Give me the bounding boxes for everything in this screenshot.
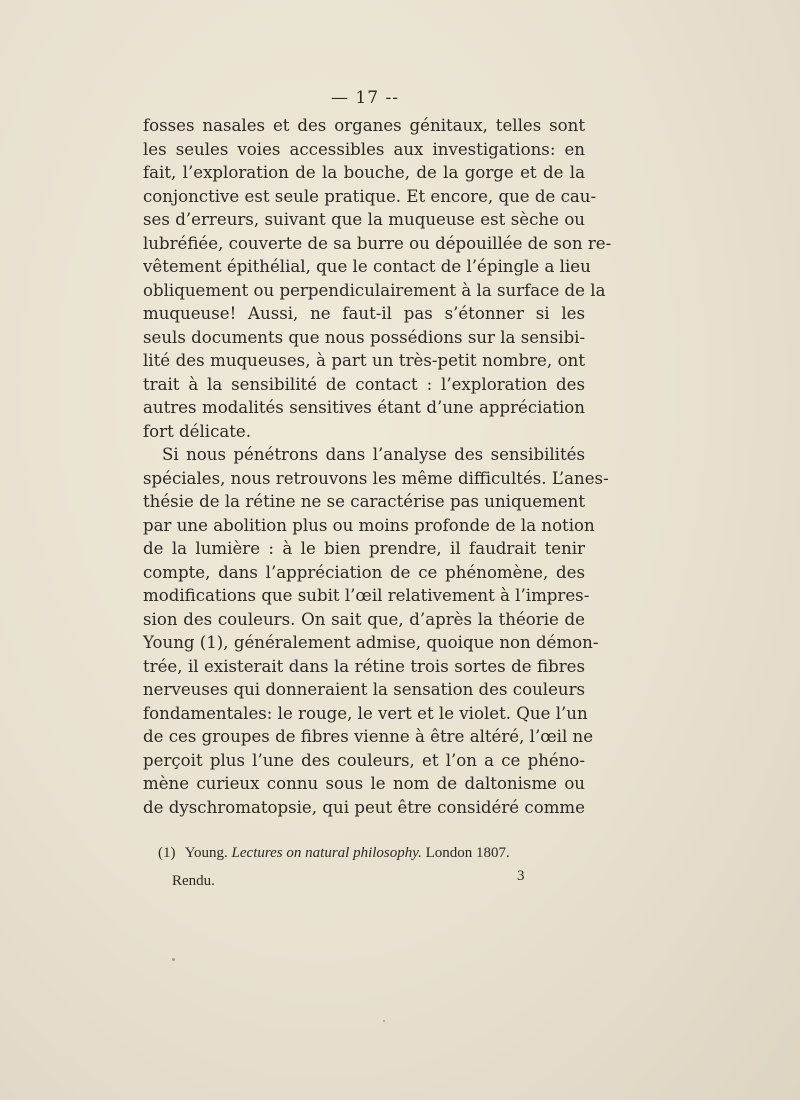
text-line: lité des muqueuses, à part un très-petit nombre, ont: [143, 351, 585, 370]
footnote-mark: (1): [158, 845, 176, 861]
footnote-title: Lectures on natural philosophy.: [231, 845, 422, 861]
text-line: seuls documents que nous possédions sur la sensibi-: [143, 327, 586, 347]
text-line: trée, il existerait dans la rétine trois sortes de fibres: [143, 656, 585, 676]
paper-speck: [383, 1020, 385, 1022]
text-line: fort délicate.: [143, 421, 252, 441]
text-line: conjonctive est seule pratique. Et encore, que de cau-: [143, 186, 597, 206]
text-line: mène curieux connu sous le nom de daltonisme ou: [143, 774, 585, 793]
signature-mark: Rendu.: [172, 873, 215, 889]
text-line: lubréfiée, couverte de sa burre ou dépouillée de son re-: [143, 233, 612, 253]
text-line: Si nous pénétrons dans l’analyse des sensibilités: [162, 445, 585, 464]
text-line: sion des couleurs. On sait que, d’après la théorie de: [143, 609, 585, 629]
footnote-place-year: London 1807.: [425, 845, 510, 861]
text-line: trait à la sensibilité de contact : l’exploration des: [143, 374, 585, 394]
body-text: [143, 114, 612, 819]
text-line: modifications que subit l’œil relativement à l’impres-: [143, 586, 590, 605]
text-line: nerveuses qui donneraient la sensation des couleurs: [143, 680, 586, 699]
text-line: Young (1), généralement admise, quoique non démon-: [143, 633, 599, 652]
text-line: compte, dans l’appréciation de ce phénomène, des: [143, 562, 585, 582]
page-number: — 17 --: [331, 88, 399, 108]
text-line: thésie de la rétine ne se caractérise pas uniquement: [143, 492, 585, 511]
text-line: par une abolition plus ou moins profonde de la notion: [143, 515, 595, 535]
text-line: de dyschromatopsie, qui peut être considéré comme: [143, 797, 585, 817]
text-line: vêtement épithélial, que le contact de l’épingle a lieu: [143, 257, 591, 276]
paper-speck: [172, 958, 175, 961]
text-line: spéciales, nous retrouvons les même difficultés. L’anes-: [143, 468, 609, 488]
footnote: [158, 845, 510, 862]
text-line: perçoit plus l’une des couleurs, et l’on a ce phéno-: [143, 750, 585, 770]
text-line: fosses nasales et des organes génitaux, telles sont: [143, 116, 585, 135]
text-line: fait, l’exploration de la bouche, de la gorge et de la: [143, 163, 585, 182]
text-line: de ces groupes de fibres vienne à être altéré, l’œil ne: [143, 727, 594, 746]
text-line: muqueuse! Aussi, ne faut-il pas s’étonner si les: [143, 304, 585, 323]
footnote-author: Young.: [184, 845, 228, 861]
sheet-number: 3: [517, 868, 525, 884]
text-line: ses d’erreurs, suivant que la muqueuse est sèche ou: [143, 210, 585, 229]
text-line: de la lumière : à le bien prendre, il faudrait tenir: [143, 539, 585, 558]
text-line: obliquement ou perpendiculairement à la surface de la: [143, 280, 606, 300]
text-line: fondamentales: le rouge, le vert et le violet. Que l’un: [143, 703, 588, 723]
text-line: les seules voies accessibles aux investigations: en: [143, 139, 585, 159]
text-line: autres modalités sensitives étant d’une appréciation: [143, 398, 585, 417]
